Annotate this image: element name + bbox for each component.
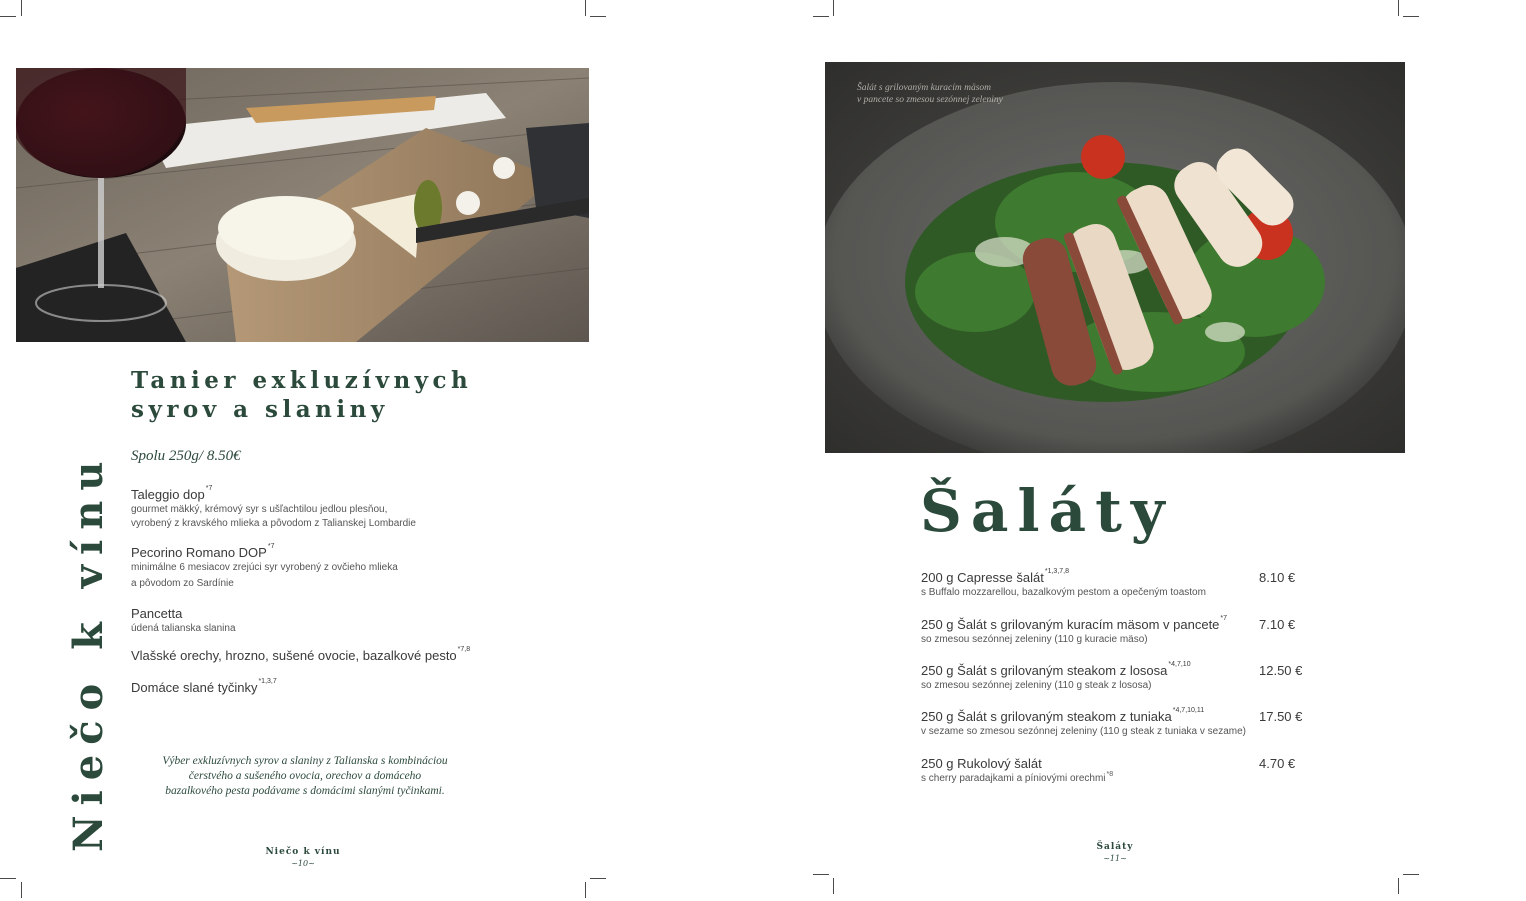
crop-mark [585,882,586,898]
item-name: 250 g Šalát s grilovaným steakom z lososa [921,663,1168,678]
allergens: *8 [1106,771,1114,778]
item-desc: a pôvodom zo Sardínie [131,578,234,589]
salad-item [921,709,1321,737]
crop-mark [0,878,16,879]
allergens: *7 [205,485,213,492]
item-name: Taleggio dop [131,487,205,502]
section-title-line: syrov a slaniny [131,396,389,423]
item-desc: vyrobený z kravského mlieka a pôvodom z Talianskej Lombardie [131,518,416,529]
crop-mark [1398,0,1399,16]
quote-line: čerstvého a sušeného ovocia, orechov a domáceho [188,770,422,782]
crop-mark [1398,878,1399,894]
footer-label: Šaláty [1096,842,1134,852]
allergens: *7 [1220,615,1228,622]
item-desc: minimálne 6 mesiacov zrejúci syr vyrobený z ovčieho mlieka [131,562,398,573]
allergens: *7,8 [457,646,471,653]
quote-line: bazalkového pesta podávame s domácimi slanými tyčinkami. [165,785,445,797]
menu-item [131,648,470,663]
crop-mark [1403,16,1419,17]
menu-item [131,680,277,695]
salad-item [921,756,1321,784]
item-desc: so zmesou sezónnej zeleniny (110 g kuracie mäso) [921,634,1148,645]
menu-item [131,487,416,530]
page-title: Šaláty [920,477,1174,545]
crop-mark [585,0,586,16]
caption-line: Šalát s grilovaným kuracím mäsom [857,83,992,93]
item-name: Domáce slané tyčinky [131,680,258,695]
item-name: Pancetta [131,606,183,621]
section-title [131,366,472,424]
item-name: 250 g Rukolový šalát [921,756,1042,771]
item-desc: s cherry paradajkami a píniovými orechmi [921,773,1106,784]
salad-item [921,570,1321,598]
item-desc: s Buffalo mozzarellou, bazalkovým pestom a opečeným toastom [921,587,1206,598]
item-desc: so zmesou sezónnej zeleniny (110 g steak z lososa) [921,680,1152,691]
page-number: ~10~ [291,859,315,868]
item-price: 17.50 € [1259,709,1303,724]
caption-line: v pancete so zmesou sezónnej zeleniny [857,95,1003,105]
crop-mark [590,878,606,879]
menu-item [131,545,398,590]
crop-mark [1403,874,1419,875]
item-price: 4.70 € [1259,756,1296,771]
item-price: 12.50 € [1259,663,1303,678]
item-name: 200 g Capresse šalát [921,570,1044,585]
item-price: 7.10 € [1259,617,1296,632]
item-name: 250 g Šalát s grilovaným steakom z tuniaka [921,709,1172,724]
crop-mark [21,0,22,16]
salad-plate-photo [825,62,1405,453]
cheese-board-photo [16,68,589,342]
crop-mark [813,16,829,17]
item-desc: v sezame so zmesou sezónnej zeleniny (110 g steak z tuniaka v sezame) [921,726,1246,737]
photo-caption [857,82,1003,106]
section-title-line: Tanier exkluzívnych [131,367,473,394]
crop-mark [0,16,16,17]
section-vertical-title: Niečo k vínu [65,451,112,852]
allergens: *4,7,10 [1168,661,1191,668]
salad-item [921,663,1321,691]
page-footer [1065,842,1165,863]
page-footer [253,847,353,868]
item-desc: gourmet mäkký, krémový syr s ušľachtilou jedlou plesňou, [131,504,388,515]
quote-line: Výber exkluzívnych syrov a slaniny z Talianska s kombináciou [162,755,448,767]
crop-mark [21,882,22,898]
crop-mark [833,0,834,16]
menu-item [131,606,236,635]
item-name: Vlašské orechy, hrozno, sušené ovocie, bazalkové pesto [131,648,457,663]
allergens: *1,3,7 [258,678,277,685]
crop-mark [833,878,834,894]
item-name: 250 g Šalát s grilovaným kuracím mäsom v pancete [921,617,1220,632]
page-number: ~11~ [1103,854,1127,863]
footer-label: Niečo k vínu [265,847,341,857]
crop-mark [590,16,606,17]
allergens: *1,3,7,8 [1044,568,1069,575]
item-desc: údená talianska slanina [131,623,236,634]
crop-mark [813,874,829,875]
description-quote [150,754,460,799]
allergens: *7 [267,543,275,550]
item-price: 8.10 € [1259,570,1296,585]
item-name: Pecorino Romano DOP [131,545,267,560]
portion-price: Spolu 250g/ 8.50€ [131,448,241,464]
allergens: *4,7,10,11 [1172,707,1205,714]
salad-item [921,617,1321,645]
